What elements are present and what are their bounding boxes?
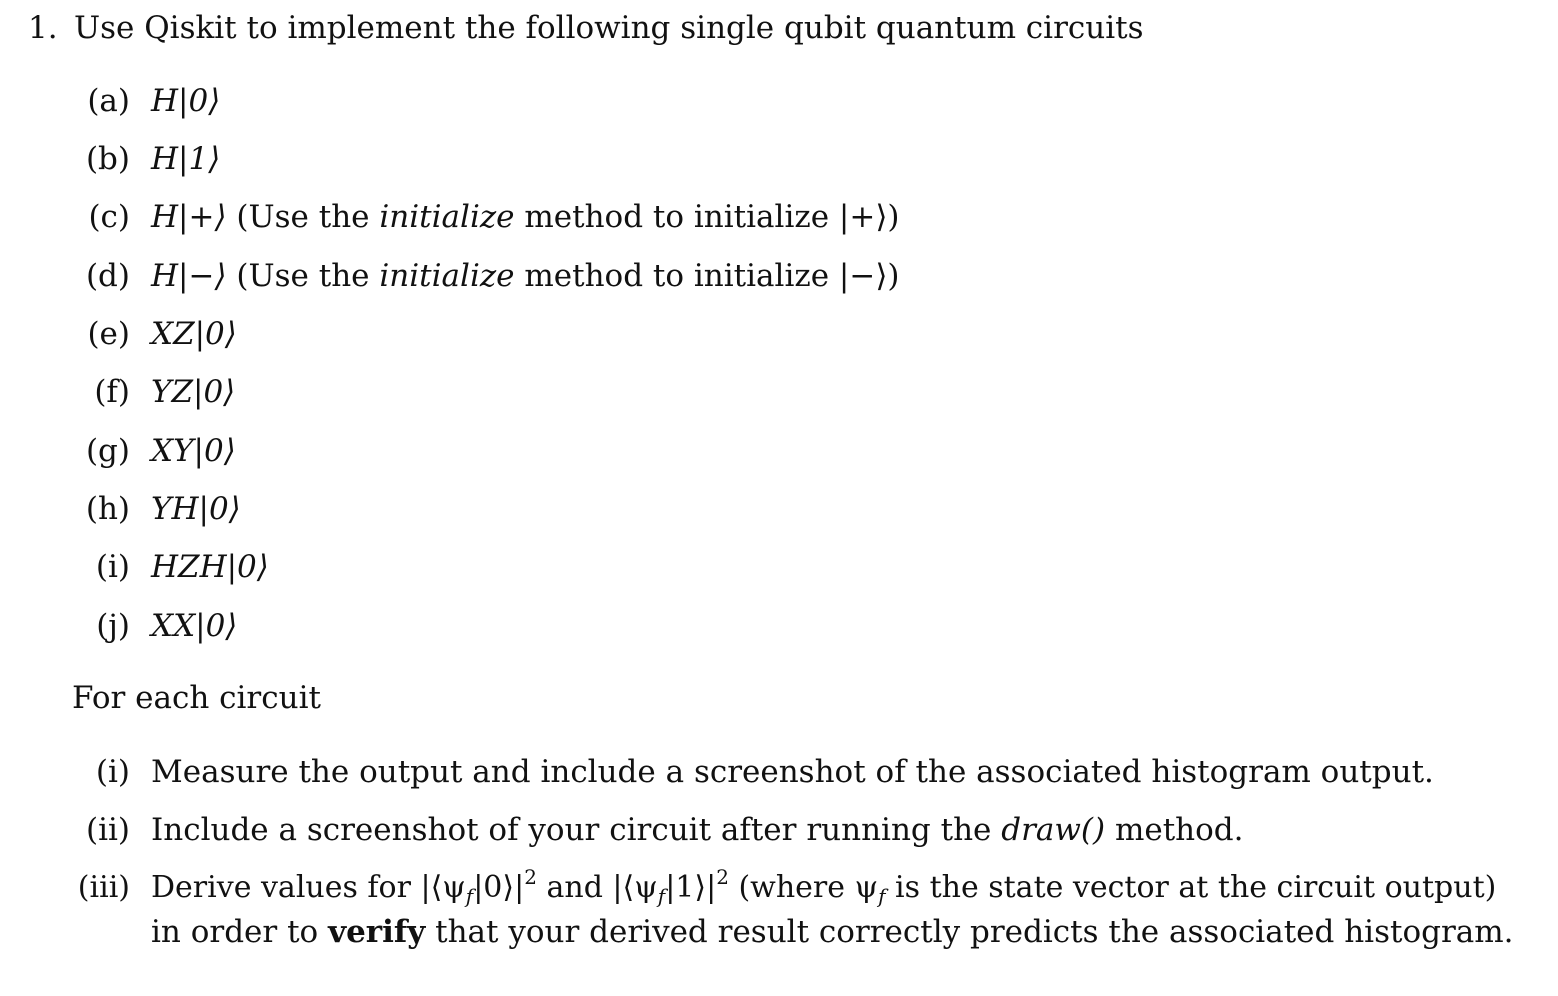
circuit-expr: XY|0⟩: [151, 433, 236, 469]
circuit-expr: YH|0⟩: [151, 491, 241, 527]
circuit-expr: H|1⟩: [151, 141, 221, 177]
initialize-method-name: initialize: [379, 258, 515, 294]
task-text-part: and |⟨ψ: [536, 870, 658, 905]
task-line: [151, 865, 1497, 908]
circuit-expr: HZH|0⟩: [151, 549, 269, 585]
circuit-expr: XX|0⟩: [151, 608, 238, 644]
task-text-pre: in order to: [151, 914, 329, 950]
item-label: (e): [87, 316, 130, 352]
item-label: (h): [85, 491, 130, 527]
verify-emphasis: verify: [328, 914, 426, 950]
circuit-note-pre: (Use the: [236, 199, 380, 235]
question-title: Use Qiskit to implement the following single qubit quantum circuits: [74, 10, 1144, 46]
superscript: 2: [524, 865, 537, 889]
superscript: 2: [716, 865, 729, 889]
task-text-post: that your derived result correctly predicts the associated histogram.: [425, 914, 1514, 950]
task-iii-line-2: [151, 912, 1514, 952]
task-line: [151, 810, 1244, 850]
subscript: f: [878, 884, 886, 908]
task-text-post: method.: [1105, 812, 1244, 848]
circuit-expr: H|−⟩: [151, 258, 227, 294]
item-label: (f): [94, 374, 130, 410]
item-label: (c): [88, 199, 130, 235]
circuit-line: [151, 256, 900, 296]
initialize-method-name: initialize: [379, 199, 515, 235]
circuit-expr: H|+⟩: [151, 199, 227, 235]
item-label: (a): [87, 83, 130, 119]
item-label: (i): [95, 754, 130, 790]
question-number: 1.: [28, 10, 58, 46]
task-text: Measure the output and include a screenshot of the associated histogram output.: [151, 754, 1434, 790]
circuit-expr: H|0⟩: [151, 83, 221, 119]
circuit-note-post: method to initialize |+⟩): [514, 199, 900, 235]
task-text-part: Derive values for |⟨ψ: [151, 870, 466, 905]
item-label: (d): [85, 258, 130, 294]
task-text-pre: Include a screenshot of your circuit after running the: [151, 812, 1002, 848]
item-label: (iii): [77, 870, 130, 905]
circuit-expr: XZ|0⟩: [151, 316, 237, 352]
circuit-note-pre: (Use the: [236, 258, 380, 294]
item-label: (ii): [85, 812, 130, 848]
circuit-note-post: method to initialize |−⟩): [514, 258, 900, 294]
circuit-line: [151, 197, 900, 237]
item-label: (g): [85, 433, 130, 469]
task-text-part: is the state vector at the circuit output): [885, 870, 1497, 905]
item-label: (b): [85, 141, 130, 177]
task-text-part: (where ψ: [728, 870, 879, 905]
subscript: f: [657, 884, 666, 908]
task-text-part: |1⟩|: [665, 870, 717, 905]
draw-method-name: draw(): [1001, 812, 1106, 848]
circuit-expr: YZ|0⟩: [151, 374, 236, 410]
subscript: f: [465, 884, 474, 908]
item-label: (j): [96, 608, 130, 644]
task-text-part: |0⟩|: [473, 870, 525, 905]
for-each-heading: For each circuit: [72, 680, 321, 716]
item-label: (i): [95, 549, 130, 585]
